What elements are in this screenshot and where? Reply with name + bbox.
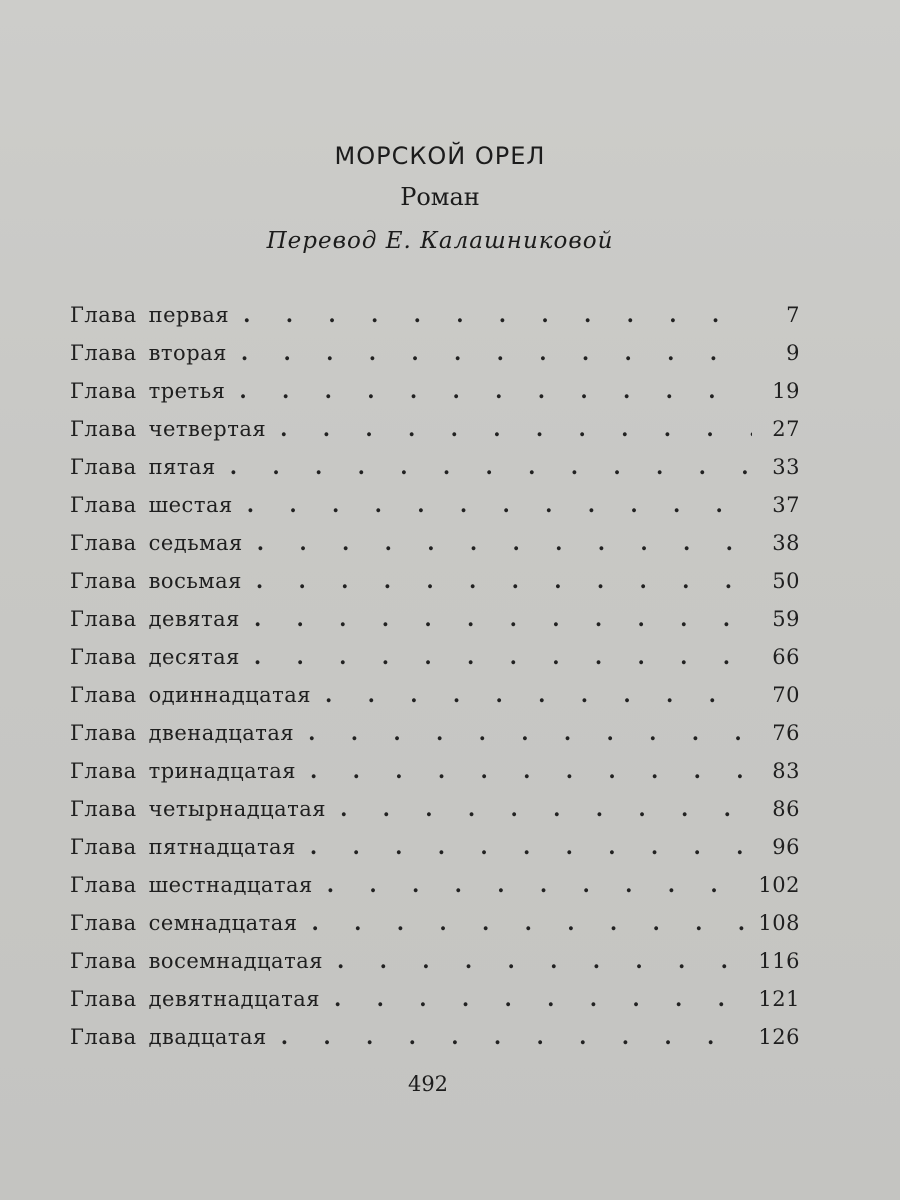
chapter-page-number: 121 xyxy=(758,987,800,1011)
toc-entry xyxy=(70,644,800,682)
chapter-word: Глава xyxy=(70,341,137,365)
table-of-contents xyxy=(70,302,800,1062)
dot-leader xyxy=(230,454,752,479)
chapter-page-number: 37 xyxy=(772,493,800,517)
toc-entry xyxy=(70,302,800,340)
chapter-word: Глава xyxy=(70,721,137,745)
chapter-name: шестая xyxy=(148,493,233,517)
toc-entry xyxy=(70,682,800,720)
chapter-word: Глава xyxy=(70,303,137,327)
chapter-page-number: 66 xyxy=(772,645,800,669)
book-subtitle: Роман xyxy=(400,183,480,211)
chapter-page-number: 38 xyxy=(772,531,800,555)
toc-entry xyxy=(70,340,800,378)
toc-entry xyxy=(70,834,800,872)
toc-entry xyxy=(70,1024,800,1062)
chapter-name: пятая xyxy=(148,455,216,479)
chapter-page-number: 33 xyxy=(772,455,800,479)
chapter-word: Глава xyxy=(70,493,137,517)
dot-leader xyxy=(243,302,752,327)
toc-entry xyxy=(70,758,800,796)
dot-leader xyxy=(281,1024,751,1049)
chapter-name: двадцатая xyxy=(148,1025,267,1049)
toc-entry xyxy=(70,910,800,948)
dot-leader xyxy=(256,568,752,593)
chapter-name: десятая xyxy=(148,645,240,669)
chapter-word: Глава xyxy=(70,987,137,1011)
chapter-name: шестнадцатая xyxy=(148,873,313,897)
toc-entry xyxy=(70,986,800,1024)
chapter-word: Глава xyxy=(70,531,137,555)
chapter-name: третья xyxy=(148,379,226,403)
chapter-name: девятая xyxy=(148,607,240,631)
chapter-page-number: 7 xyxy=(786,303,800,327)
dot-leader xyxy=(310,834,752,859)
toc-entry xyxy=(70,492,800,530)
dot-leader xyxy=(257,530,752,555)
chapter-word: Глава xyxy=(70,835,137,859)
page-number: 492 xyxy=(407,1072,449,1096)
chapter-name: тринадцатая xyxy=(148,759,297,783)
chapter-name: четвертая xyxy=(148,417,267,441)
chapter-page-number: 59 xyxy=(772,607,800,631)
chapter-word: Глава xyxy=(70,379,137,403)
dot-leader xyxy=(334,986,750,1011)
toc-entry xyxy=(70,568,800,606)
chapter-name: одиннадцатая xyxy=(148,683,312,707)
chapter-word: Глава xyxy=(70,873,137,897)
toc-entry xyxy=(70,530,800,568)
chapter-name: четырнадцатая xyxy=(148,797,327,821)
dot-leader xyxy=(254,644,752,669)
chapter-name: пятнадцатая xyxy=(148,835,296,859)
chapter-page-number: 86 xyxy=(772,797,800,821)
dot-leader xyxy=(310,758,752,783)
chapter-page-number: 70 xyxy=(772,683,800,707)
chapter-word: Глава xyxy=(70,797,137,821)
chapter-name: первая xyxy=(148,303,230,327)
toc-entry xyxy=(70,796,800,834)
dot-leader xyxy=(325,682,752,707)
chapter-page-number: 126 xyxy=(758,1025,800,1049)
chapter-page-number: 50 xyxy=(772,569,800,593)
dot-leader xyxy=(340,796,752,821)
dot-leader xyxy=(312,910,751,935)
dot-leader xyxy=(254,606,752,631)
chapter-word: Глава xyxy=(70,759,137,783)
chapter-word: Глава xyxy=(70,949,137,973)
dot-leader xyxy=(337,948,750,973)
chapter-word: Глава xyxy=(70,911,137,935)
chapter-page-number: 96 xyxy=(772,835,800,859)
chapter-page-number: 108 xyxy=(758,911,800,935)
toc-entry xyxy=(70,872,800,910)
chapter-page-number: 116 xyxy=(758,949,800,973)
chapter-name: восемнадцатая xyxy=(148,949,323,973)
chapter-page-number: 83 xyxy=(772,759,800,783)
chapter-word: Глава xyxy=(70,569,137,593)
chapter-page-number: 76 xyxy=(772,721,800,745)
book-title: МОРСКОЙ ОРЕЛ xyxy=(334,142,546,170)
toc-entry xyxy=(70,606,800,644)
translator-credit: Перевод Е. Калашниковой xyxy=(266,228,614,254)
toc-entry xyxy=(70,416,800,454)
dot-leader xyxy=(308,720,752,745)
chapter-name: двенадцатая xyxy=(148,721,295,745)
chapter-page-number: 9 xyxy=(786,341,800,365)
toc-entry xyxy=(70,720,800,758)
dot-leader xyxy=(241,340,752,365)
chapter-name: вторая xyxy=(148,341,227,365)
chapter-name: восьмая xyxy=(148,569,242,593)
chapter-word: Глава xyxy=(70,417,137,441)
toc-entry xyxy=(70,454,800,492)
dot-leader xyxy=(239,378,752,403)
chapter-word: Глава xyxy=(70,607,137,631)
chapter-page-number: 19 xyxy=(772,379,800,403)
chapter-name: седьмая xyxy=(148,531,243,555)
chapter-name: девятнадцатая xyxy=(148,987,321,1011)
chapter-word: Глава xyxy=(70,1025,137,1049)
chapter-page-number: 102 xyxy=(758,873,800,897)
chapter-word: Глава xyxy=(70,645,137,669)
chapter-name: семнадцатая xyxy=(148,911,298,935)
chapter-word: Глава xyxy=(70,455,137,479)
chapter-word: Глава xyxy=(70,683,137,707)
toc-entry xyxy=(70,378,800,416)
dot-leader xyxy=(327,872,751,897)
toc-entry xyxy=(70,948,800,986)
dot-leader xyxy=(280,416,752,441)
dot-leader xyxy=(247,492,752,517)
chapter-page-number: 27 xyxy=(772,417,800,441)
